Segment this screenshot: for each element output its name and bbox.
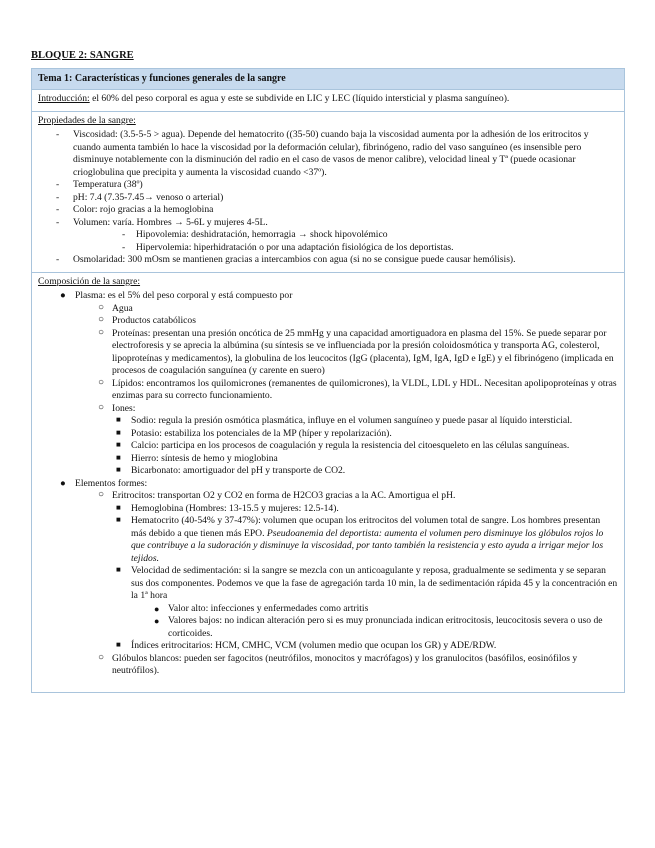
volume-sublist: [101, 229, 618, 254]
list-item: [92, 328, 618, 378]
item-text: Velocidad de sedimentación: si la sangre se mezcla con un anticoagulante y reposa, gradualmente se sedimenta y se separan sus dos componentes. Podemos ve que la fase de agregación tarda 10 min, la de sedimentación rápida 45 y la concentración en la 1ª hora: [131, 565, 618, 601]
list-item: [112, 640, 618, 653]
square-bullet-icon: ■: [116, 465, 121, 474]
list-item: [151, 615, 618, 640]
formed-label: Elementos formes:: [75, 477, 148, 489]
square-bullet-icon: ■: [116, 640, 121, 649]
list-item: [38, 478, 618, 678]
circle-bullet-icon: ○: [98, 401, 105, 413]
sedimentation-sublist: [151, 603, 618, 641]
list-item: [151, 603, 618, 616]
list-item: [38, 217, 618, 255]
dot-bullet-icon: ●: [154, 603, 160, 614]
intro-text: el 60% del peso corporal es agua y este se subdivide en LIC y LEC (líquido intersticial y plasma sanguíneo).: [89, 93, 510, 104]
item-text: Iones:: [112, 402, 136, 414]
list-item: [112, 515, 618, 565]
item-text: Hemoglobina (Hombres: 13-15.5 y mujeres: 12.5-14).: [131, 502, 339, 514]
list-item: - Hipervolemia: hiperhidratación o por una adaptación fisiológica de los deportistas.: [73, 242, 618, 255]
topic-table: [31, 68, 625, 693]
item-text: Proteínas: presentan una presión oncótica de 25 mmHg y una capacidad amortiguadora en plasma del 15%. Se puede separar por electroforesis y se aprecia la albúmina (su síntesis se ve influenciada por la presión coloidosmótica y transporta AG, colesterol, lipoproteínas y medicamentos), la globulina de los leucocitos (IgG (placenta), IgM, IgA, IgD e IgE) y el fibrinógeno (implicada en procesos de coagulación sanguínea (y carente en suero): [112, 327, 614, 376]
square-bullet-icon: ■: [116, 440, 121, 449]
topic-title: Tema 1: Características y funciones generales de la sangre: [32, 69, 624, 91]
circle-bullet-icon: ○: [98, 376, 105, 388]
square-bullet-icon: ■: [116, 502, 121, 512]
list-item: [92, 490, 618, 653]
list-item: [112, 428, 618, 441]
list-item: [92, 403, 618, 478]
list-item: - Hipovolemia: deshidratación, hemorragia → shock hipovolémico: [73, 229, 618, 242]
list-item: [112, 453, 618, 466]
intro-label: Introducción:: [38, 93, 90, 104]
item-text: Potasio: estabiliza los potenciales de la MP (híper y repolarización).: [131, 427, 392, 439]
block-title: BLOQUE 2: SANGRE: [31, 50, 134, 61]
intro-row: [32, 90, 624, 112]
item-text: Hematocrito (40-54% y 37-47%): volumen que ocupan los eritrocitos del volumen total de sangre. Los hombres presentan más debido a que tienen más EPO.: [131, 515, 601, 539]
document-page: [31, 50, 625, 693]
plasma-label: Plasma: es el 5% del peso corporal y está compuesto por: [75, 290, 293, 301]
plasma-sublist: [92, 303, 618, 478]
item-text: Productos catabólicos: [112, 315, 196, 326]
list-item: [92, 303, 618, 316]
square-bullet-icon: ■: [116, 565, 121, 574]
composition-row: [32, 273, 624, 692]
ions-sublist: [112, 415, 618, 478]
formed-sublist: [92, 490, 618, 678]
list-item: [92, 378, 618, 403]
properties-list: [38, 129, 618, 267]
circle-bullet-icon: ○: [98, 326, 105, 338]
circle-bullet-icon: ○: [98, 651, 105, 663]
italic-note: Pseudoanemia del deportista: aumenta el volumen pero disminuye los glóbulos rojos lo que contribuye a la sudoración y disminuye la viscosidad, por tanto también la resistencia y esto ayuda a irrigar mejor los tejidos.: [131, 527, 604, 564]
list-item: [92, 315, 618, 328]
item-text: Lípidos: encontramos los quilomicrones (remanentes de quilomicrones), la VLDL, LDL y HDL. Necesitan apolipoproteínas y otras enzimas para su correcto funcionamiento.: [112, 377, 617, 401]
square-bullet-icon: ■: [116, 427, 121, 437]
item-text: Índices eritrocitarios: HCM, CMHC, VCM (volumen medio que ocupan los GR) y ADE/RDW.: [131, 640, 497, 651]
list-item: [112, 415, 618, 428]
list-item: [112, 565, 618, 640]
item-text: Valores bajos: no indican alteración pero si es muy pronunciada indican eritrocitosis, leucocitosis severa o uso de corticoides.: [168, 615, 603, 639]
item-text: Agua: [112, 302, 133, 314]
item-text: Bicarbonato: amortiguador del pH y transporte de CO2.: [131, 465, 346, 476]
square-bullet-icon: ■: [116, 452, 121, 462]
list-item: - Osmolaridad: 300 mOsm se mantienen gracias a intercambios con agua (si no se consigue puede causar hemólisis).: [38, 254, 618, 267]
list-item: - Color: rojo gracias a la hemoglobina: [38, 204, 618, 217]
circle-bullet-icon: ○: [98, 314, 105, 325]
bullet-icon: ●: [60, 290, 66, 301]
bullet-icon: ●: [60, 477, 66, 489]
composition-list: [38, 290, 618, 678]
square-bullet-icon: ■: [116, 415, 121, 424]
item-text: Valor alto: infecciones y enfermedades como artritis: [168, 602, 369, 614]
item-text: Hierro: síntesis de hemo y mioglobina: [131, 452, 278, 464]
erythrocyte-sublist: [112, 503, 618, 653]
circle-bullet-icon: ○: [98, 489, 105, 500]
list-item: [112, 440, 618, 453]
properties-heading: Propiedades de la sangre:: [38, 114, 136, 126]
item-text: Eritrocitos: transportan O2 y CO2 en forma de H2CO3 gracias a la AC. Amortigua el pH.: [112, 490, 456, 501]
square-bullet-icon: ■: [116, 515, 121, 524]
list-item: [112, 465, 618, 478]
list-item: [92, 653, 618, 678]
properties-row: [32, 112, 624, 273]
composition-heading: Composición de la sangre:: [38, 275, 141, 287]
list-item: - pH: 7.4 (7.35-7.45→ venoso o arterial): [38, 192, 618, 205]
item-text: Sodio: regula la presión osmótica plasmática, influye en el volumen sanguíneo y puede pasar al líquido intersticial.: [131, 415, 573, 426]
item-text: Glóbulos blancos: pueden ser fagocitos (neutrófilos, monocitos y macrófagos) y los granulocitos (basófilos, eosinófilos y neutrófilos).: [112, 652, 578, 676]
list-item: [112, 503, 618, 516]
dot-bullet-icon: ●: [154, 616, 160, 626]
item-text: Calcio: participa en los procesos de coagulación y regula la resistencia del citoesqueleto en las células sanguíneas.: [131, 440, 570, 451]
list-item: - Temperatura (38º): [38, 179, 618, 192]
list-item: - Viscosidad: (3.5-5-5 > agua). Depende del hematocrito ((35-50) cuando baja la viscosidad aumenta por la adhesión de los eritrocitos y cuando aumenta también lo hace la viscosidad por la deformación celular), fibrinógeno, radio del vaso sanguíneo (es insensible pero disminuye notablemente con la disminución del radio en el caso de vasos de menor calibre), velocidad lineal y Tª (puede ocasionar crioglobulina que precipita y aumenta la viscosidad cuando <37º).: [38, 129, 618, 179]
circle-bullet-icon: ○: [98, 301, 105, 313]
volume-text: Volumen: varía. Hombres → 5-6L y mujeres 4-5L.: [73, 216, 268, 228]
list-item: [38, 290, 618, 478]
